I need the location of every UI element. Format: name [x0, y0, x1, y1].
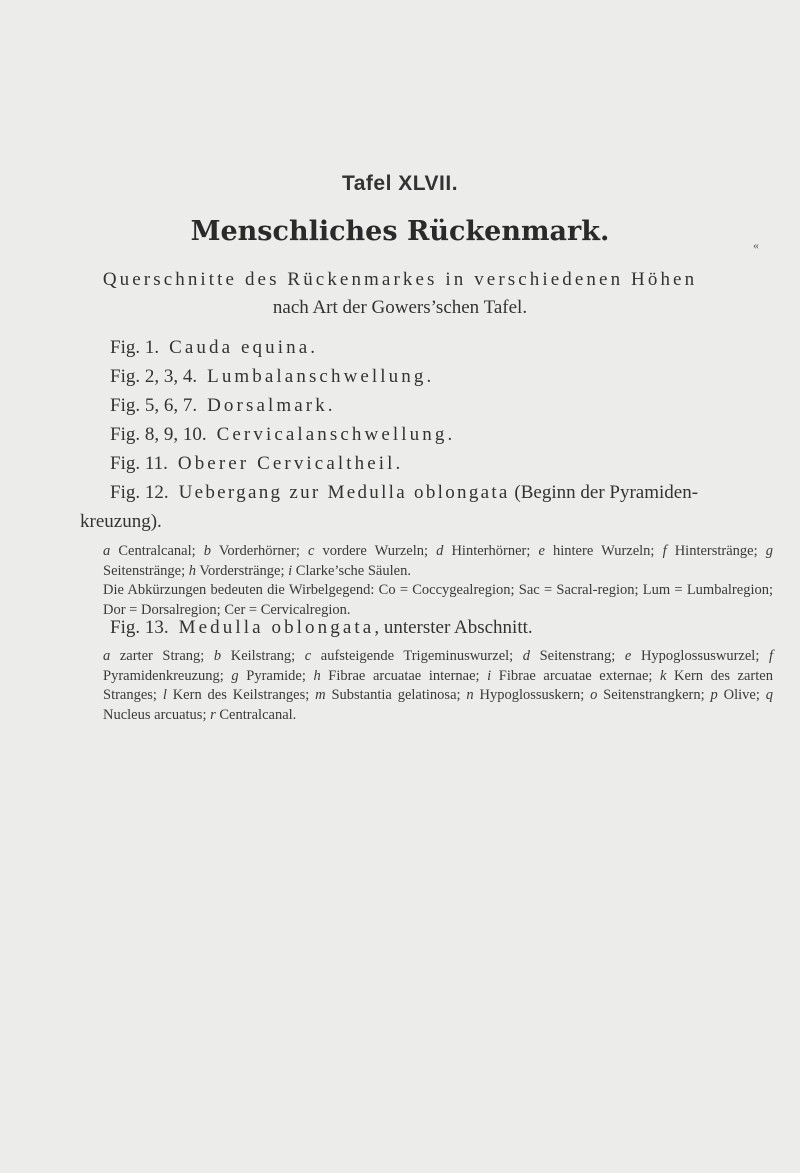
fig-label: Fig. 8, 9, 10. — [110, 424, 207, 445]
legend-value: Fibrae arcuatae internae; — [320, 667, 488, 684]
legend-key: e — [624, 648, 632, 664]
fig-text: Cervicalanschwellung. — [216, 424, 456, 445]
fig-text-rest: , unterster Abschnitt. — [374, 617, 533, 638]
fig-label: Fig. 12. — [110, 482, 169, 503]
legend-value: Pyramidenkreuzung; — [103, 667, 232, 684]
fig-13-legend — [103, 647, 773, 725]
page-title: Menschliches Rückenmark. — [190, 216, 610, 247]
legend-key: p — [710, 687, 718, 703]
legend-value: Hypoglossuswurzel; — [631, 648, 769, 664]
fig-12-continuation: kreuzung). — [80, 511, 162, 532]
legend-key: c — [304, 648, 312, 664]
fig-entry — [110, 453, 403, 475]
fig-label: Fig. 5, 6, 7. — [110, 395, 198, 416]
legend-value: Fibrae arcuatae externae; — [491, 667, 661, 684]
legend-key: f — [768, 648, 773, 664]
legend-value: vordere Wurzeln; — [314, 543, 437, 559]
legend-value: Vorderstränge; — [196, 562, 289, 579]
fig-label: Fig. 1. — [110, 337, 160, 358]
fig-13-entry — [110, 617, 533, 639]
fig-12-entry — [110, 482, 698, 504]
legend-key: a — [103, 543, 111, 559]
fig-entry — [110, 395, 336, 417]
legend-key: g — [765, 543, 773, 559]
legend-value: Centralcanal. — [215, 706, 297, 723]
fig-entry — [110, 366, 434, 388]
fig-text: Lumbalanschwellung. — [207, 366, 435, 387]
abbreviation-note: Die Abkürzungen bedeuten die Wirbelgegend: Co = Coccygealregion; Sac = Sacral-region; Lum = Lumbalregion; Dor = Dorsalregion; Cer = Cervicalregion. — [103, 582, 773, 618]
legend-value: Vorderhörner; — [211, 543, 308, 559]
legend-key: d — [436, 543, 444, 559]
legend-value: Pyramide; — [238, 667, 314, 684]
legend-key: r — [210, 706, 216, 723]
subtitle-line-2: nach Art der Gowers’schen Tafel. — [272, 297, 528, 318]
legend-key: n — [466, 687, 474, 703]
legend-key: c — [308, 543, 315, 559]
legend-value: Seitenstrangkern; — [597, 687, 711, 703]
fig-12-legend — [103, 542, 773, 620]
legend-key: m — [315, 687, 326, 703]
legend-key: h — [313, 667, 321, 684]
fig-label: Fig. 13. — [110, 617, 169, 638]
fig-text: Dorsalmark. — [207, 395, 336, 416]
legend-key: b — [203, 543, 211, 559]
legend-value: Seitenstränge; — [103, 562, 189, 579]
legend-key: l — [162, 687, 167, 703]
legend-key: e — [538, 543, 545, 559]
legend-key: q — [765, 687, 773, 703]
subtitle — [0, 266, 800, 322]
plate-number: Tafel XLVII. — [341, 172, 459, 195]
legend-value: Kern des zarten Stranges; — [103, 667, 773, 703]
legend-value: Substantia gelatinosa; — [325, 687, 467, 703]
legend-key: f — [662, 543, 667, 559]
legend-value: Olive; — [717, 687, 766, 703]
legend-key: o — [590, 687, 598, 703]
legend-items — [103, 647, 773, 725]
legend-key: d — [522, 648, 531, 664]
fig-text-rest: (Beginn der Pyramiden- — [509, 482, 699, 503]
legend-value: Kern des Keilstranges; — [166, 687, 316, 703]
legend-key: b — [213, 648, 222, 664]
legend-value: Hinterhörner; — [443, 543, 539, 559]
corner-mark: « — [753, 238, 759, 252]
fig-text-spaced: Medulla oblongata — [178, 617, 375, 638]
fig-text: Oberer Cervicaltheil. — [177, 453, 404, 474]
fig-label: Fig. 11. — [110, 453, 168, 474]
fig-label: Fig. 2, 3, 4. — [110, 366, 198, 387]
legend-items — [103, 542, 773, 581]
legend-key: k — [660, 667, 667, 684]
fig-entry — [110, 424, 455, 446]
legend-value: hintere Wurzeln; — [544, 543, 663, 559]
legend-key: a — [103, 648, 111, 664]
legend-value: aufsteigende Trigeminuswurzel; — [311, 648, 523, 664]
legend-key: h — [188, 562, 197, 579]
legend-value: Seitenstrang; — [530, 648, 625, 664]
subtitle-line-1: Querschnitte des Rückenmarkes in verschiedenen Höhen — [102, 269, 698, 290]
legend-value: zarter Strang; — [110, 648, 214, 664]
legend-key: g — [231, 667, 239, 684]
legend-value: Nucleus arcuatus; — [103, 706, 211, 723]
fig-text-spaced: Uebergang zur Medulla oblongata — [178, 482, 510, 503]
legend-value: Keilstrang; — [221, 648, 305, 664]
legend-value: Centralcanal; — [110, 543, 204, 559]
fig-entry — [110, 337, 318, 359]
legend-value: Hinterstränge; — [666, 543, 766, 559]
legend-value: Hypoglossuskern; — [473, 687, 591, 703]
legend-key: i — [288, 562, 293, 579]
legend-key: i — [487, 667, 492, 684]
legend-value: Clarke’sche Säulen. — [292, 562, 411, 579]
fig-text: Cauda equina. — [169, 337, 319, 358]
